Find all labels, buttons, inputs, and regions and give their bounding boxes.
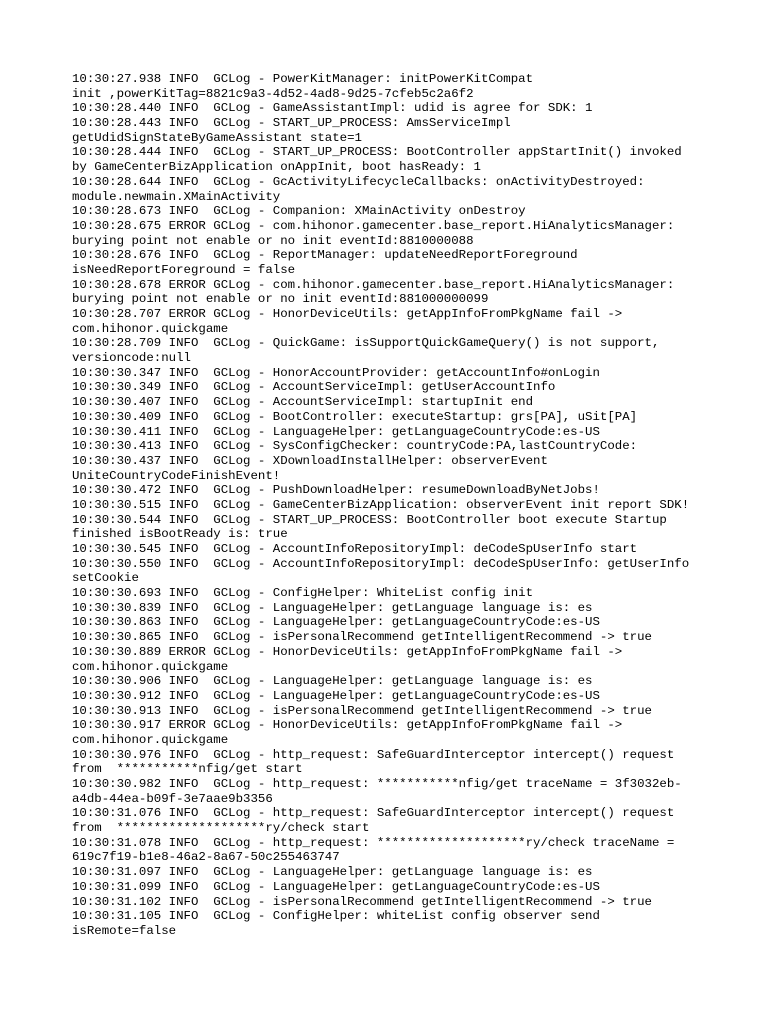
log-line: 10:30:31.078 INFO GCLog - http_request: ********************ry/check traceName = — [72, 835, 675, 850]
log-line: versioncode:null — [72, 351, 191, 366]
log-line: 10:30:28.644 INFO GCLog - GcActivityLifecycleCallbacks: onActivityDestroyed: — [72, 174, 645, 189]
log-line: com.hihonor.quickgame — [72, 659, 229, 674]
log-line: 10:30:27.938 INFO GCLog - PowerKitManager: initPowerKitCompat — [72, 72, 534, 86]
log-line: 10:30:30.913 INFO GCLog - isPersonalRecommend getIntelligentRecommend -> true — [72, 703, 652, 718]
log-line: 10:30:30.472 INFO GCLog - PushDownloadHelper: resumeDownloadByNetJobs! — [72, 483, 600, 498]
log-line: 10:30:31.076 INFO GCLog - http_request: SafeGuardInterceptor intercept() request — [72, 806, 675, 821]
log-line: 10:30:30.912 INFO GCLog - LanguageHelper: getLanguageCountryCode:es-US — [72, 688, 600, 703]
log-line: by GameCenterBizApplication onAppInit, boot hasReady: 1 — [72, 160, 481, 175]
log-line: isRemote=false — [72, 923, 177, 938]
log-line: 10:30:30.976 INFO GCLog - http_request: SafeGuardInterceptor intercept() request — [72, 747, 675, 762]
log-line: 10:30:30.693 INFO GCLog - ConfigHelper: WhiteList config init — [72, 586, 534, 601]
log-line: isNeedReportForeground = false — [72, 262, 296, 277]
log-line: 10:30:28.440 INFO GCLog - GameAssistantImpl: udid is agree for SDK: 1 — [72, 101, 593, 116]
log-line: 10:30:31.102 INFO GCLog - isPersonalRecommend getIntelligentRecommend -> true — [72, 894, 652, 909]
log-line: 10:30:30.411 INFO GCLog - LanguageHelper: getLanguageCountryCode:es-US — [72, 424, 600, 439]
log-line: 10:30:30.889 ERROR GCLog - HonorDeviceUtils: getAppInfoFromPkgName fail -> — [72, 644, 623, 659]
log-line: 10:30:30.349 INFO GCLog - AccountServiceImpl: getUserAccountInfo — [72, 380, 556, 395]
log-line: 10:30:28.443 INFO GCLog - START_UP_PROCESS: AmsServiceImpl — [72, 116, 511, 131]
log-line: burying point not enable or no init eventId:881000000099 — [72, 292, 489, 307]
log-line: 10:30:31.105 INFO GCLog - ConfigHelper: whiteList config observer send — [72, 909, 600, 924]
log-line: 10:30:30.544 INFO GCLog - START_UP_PROCESS: BootController boot execute Startup — [72, 512, 667, 527]
log-line: 10:30:30.347 INFO GCLog - HonorAccountProvider: getAccountInfo#onLogin — [72, 365, 600, 380]
log-line: UniteCountryCodeFinishEvent! — [72, 468, 281, 483]
log-line: 10:30:30.409 INFO GCLog - BootController: executeStartup: grs[PA], uSit[PA] — [72, 409, 638, 424]
log-line: 10:30:28.676 INFO GCLog - ReportManager: updateNeedReportForeground — [72, 248, 578, 263]
log-line: 619c7f19-b1e8-46a2-8a67-50c255463747 — [72, 850, 340, 865]
log-line: 10:30:30.863 INFO GCLog - LanguageHelper: getLanguageCountryCode:es-US — [72, 615, 600, 630]
log-line: finished isBootReady is: true — [72, 527, 288, 542]
log-line: 10:30:30.413 INFO GCLog - SysConfigChecker: countryCode:PA,lastCountryCode: — [72, 439, 638, 454]
log-line: 10:30:28.675 ERROR GCLog - com.hihonor.gamecenter.base_report.HiAnalyticsManager: — [72, 218, 675, 233]
log-line: from ***********nfig/get start — [72, 762, 303, 777]
log-line: 10:30:30.865 INFO GCLog - isPersonalRecommend getIntelligentRecommend -> true — [72, 630, 652, 645]
log-line: 10:30:28.673 INFO GCLog - Companion: XMainActivity onDestroy — [72, 204, 526, 219]
log-line: 10:30:30.545 INFO GCLog - AccountInfoRepositoryImpl: deCodeSpUserInfo start — [72, 542, 638, 556]
log-line: 10:30:30.839 INFO GCLog - LanguageHelper: getLanguage language is: es — [72, 600, 593, 615]
log-line: 10:30:28.709 INFO GCLog - QuickGame: isSupportQuickGameQuery() is not support, — [72, 336, 660, 351]
log-line: com.hihonor.quickgame — [72, 321, 229, 336]
log-line: 10:30:28.444 INFO GCLog - START_UP_PROCESS: BootController appStartInit() invoked — [72, 145, 682, 160]
log-line: 10:30:28.678 ERROR GCLog - com.hihonor.gamecenter.base_report.HiAnalyticsManager: — [72, 277, 675, 292]
log-line: getUdidSignStateByGameAssistant state=1 — [72, 130, 362, 145]
log-line: 10:30:28.707 ERROR GCLog - HonorDeviceUtils: getAppInfoFromPkgName fail -> — [72, 307, 623, 321]
log-line: 10:30:31.099 INFO GCLog - LanguageHelper: getLanguageCountryCode:es-US — [72, 879, 600, 894]
log-line: 10:30:30.982 INFO GCLog - http_request: ***********nfig/get traceName = 3f3032eb- — [72, 777, 682, 791]
log-line: from ********************ry/check start — [72, 821, 370, 836]
log-line: 10:30:30.515 INFO GCLog - GameCenterBizApplication: observerEvent init report SDK! — [72, 497, 690, 512]
log-line: 10:30:30.407 INFO GCLog - AccountServiceImpl: startupInit end — [72, 395, 534, 410]
log-line: module.newmain.XMainActivity — [72, 189, 281, 204]
log-line: com.hihonor.quickgame — [72, 732, 229, 747]
log-line: 10:30:31.097 INFO GCLog - LanguageHelper: getLanguage language is: es — [72, 865, 593, 880]
log-line: 10:30:30.550 INFO GCLog - AccountInfoRepositoryImpl: deCodeSpUserInfo: getUserInfo — [72, 556, 690, 571]
log-line: init ,powerKitTag=8821c9a3-4d52-4ad8-9d25-7cfeb5c2a6f2 — [72, 86, 474, 101]
log-document — [72, 72, 712, 939]
log-line: 10:30:30.917 ERROR GCLog - HonorDeviceUtils: getAppInfoFromPkgName fail -> — [72, 718, 623, 733]
log-line: 10:30:30.906 INFO GCLog - LanguageHelper: getLanguage language is: es — [72, 674, 593, 689]
log-line: 10:30:30.437 INFO GCLog - XDownloadInstallHelper: observerEvent — [72, 453, 548, 468]
log-line: burying point not enable or no init eventId:8810000088 — [72, 233, 474, 248]
log-line: setCookie — [72, 571, 139, 586]
log-line: a4db-44ea-b09f-3e7aae9b3356 — [72, 791, 273, 806]
